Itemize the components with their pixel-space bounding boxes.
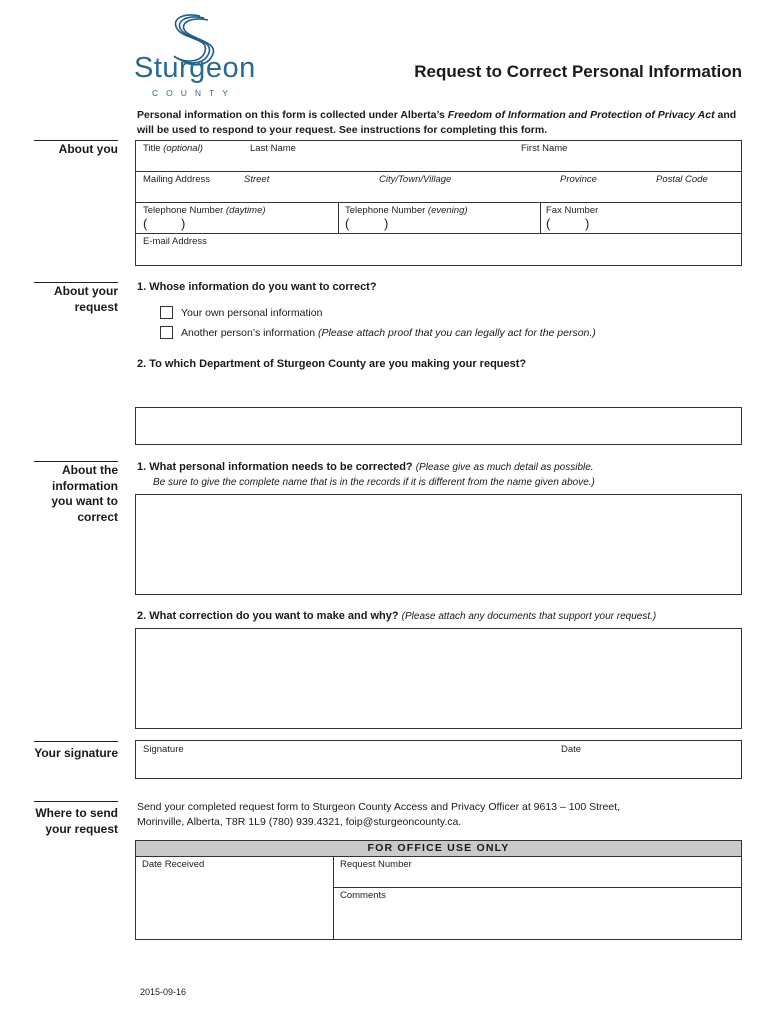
last-name-field[interactable]: Last Name bbox=[250, 143, 296, 154]
area-code-close: ) bbox=[384, 216, 389, 231]
form-version-date: 2015-09-16 bbox=[140, 987, 187, 997]
row-divider bbox=[135, 202, 742, 203]
own-info-checkbox[interactable] bbox=[160, 306, 173, 319]
other-info-label: Another person’s information (Please attach proof that you can legally act for the person.) bbox=[181, 327, 596, 339]
street-field[interactable]: Street bbox=[244, 174, 270, 185]
row-divider bbox=[135, 171, 742, 172]
correction-textarea[interactable] bbox=[135, 628, 742, 729]
phone-eve-field[interactable]: Telephone Number (evening) bbox=[345, 205, 468, 216]
area-code-open: ( bbox=[345, 216, 350, 231]
office-use-header: FOR OFFICE USE ONLY bbox=[135, 840, 742, 857]
title-field[interactable]: Title (optional) bbox=[143, 143, 203, 154]
own-info-label: Your own personal information bbox=[181, 307, 323, 319]
area-code-close: ) bbox=[585, 216, 590, 231]
first-name-field[interactable]: First Name bbox=[521, 143, 568, 154]
mailing-address-label: Mailing Address bbox=[143, 174, 211, 185]
form-title: Request to Correct Personal Information bbox=[414, 62, 742, 81]
date-field[interactable]: Date bbox=[561, 744, 582, 755]
info-to-correct-textarea[interactable] bbox=[135, 494, 742, 595]
section-about-you: About you bbox=[58, 142, 118, 156]
postal-code-field[interactable]: Postal Code bbox=[656, 174, 708, 185]
area-code-open: ( bbox=[143, 216, 148, 231]
other-info-checkbox[interactable] bbox=[160, 326, 173, 339]
col-divider bbox=[540, 202, 541, 233]
col-divider bbox=[338, 202, 339, 233]
phone-day-field[interactable]: Telephone Number (daytime) bbox=[143, 205, 266, 216]
intro-text: Personal information on this form is collected under Alberta’s Freedom of Information and Protection of Privacy Act and will be used to respond to your request. See instructions for completing this form. bbox=[137, 109, 737, 136]
city-field[interactable]: City/Town/Village bbox=[379, 174, 452, 185]
area-code-close: ) bbox=[181, 216, 186, 231]
logo-subtitle: COUNTY bbox=[152, 88, 236, 98]
fax-field[interactable]: Fax Number bbox=[546, 205, 599, 216]
department-input[interactable] bbox=[135, 407, 742, 445]
logo-wordmark: Sturgeon bbox=[134, 52, 256, 84]
col-divider bbox=[333, 856, 334, 940]
signature-box bbox=[135, 740, 742, 779]
area-code-open: ( bbox=[546, 216, 551, 231]
section-rule bbox=[34, 282, 118, 283]
date-received-field: Date Received bbox=[142, 859, 205, 870]
section-about-request: About your request bbox=[54, 284, 118, 314]
section-rule bbox=[34, 801, 118, 802]
section-signature: Your signature bbox=[34, 746, 118, 760]
section-about-information: About the information you want to correct bbox=[51, 463, 118, 524]
question-info-to-correct: 1. What personal information needs to be corrected? (Please give as much detail as possible. bbox=[137, 461, 594, 473]
row-divider bbox=[135, 233, 742, 234]
signature-field[interactable]: Signature bbox=[143, 744, 184, 755]
row-divider bbox=[333, 887, 742, 888]
question-whose-info: 1. Whose information do you want to correct? bbox=[137, 281, 377, 293]
send-instructions: Send your completed request form to Sturgeon County Access and Privacy Officer at 9613 – 100 Street, Morinville, Alberta, T8R 1L9 (780) 939.4321, foip@sturgeoncounty.ca. bbox=[137, 801, 621, 828]
section-rule bbox=[34, 140, 118, 141]
section-rule bbox=[34, 461, 118, 462]
request-number-field: Request Number bbox=[340, 859, 412, 870]
question-correction: 2. What correction do you want to make and why? (Please attach any documents that support your request.) bbox=[137, 610, 657, 622]
office-use-box bbox=[135, 856, 742, 940]
section-where-to-send: Where to send your request bbox=[35, 806, 118, 836]
email-field[interactable]: E-mail Address bbox=[143, 236, 207, 247]
about-you-box bbox=[135, 140, 742, 266]
question-info-note: Be sure to give the complete name that is in the records if it is different from the name given above.) bbox=[153, 477, 595, 488]
section-rule bbox=[34, 741, 118, 742]
question-department: 2. To which Department of Sturgeon County are you making your request? bbox=[137, 358, 527, 370]
comments-field: Comments bbox=[340, 890, 386, 901]
province-field[interactable]: Province bbox=[560, 174, 597, 185]
